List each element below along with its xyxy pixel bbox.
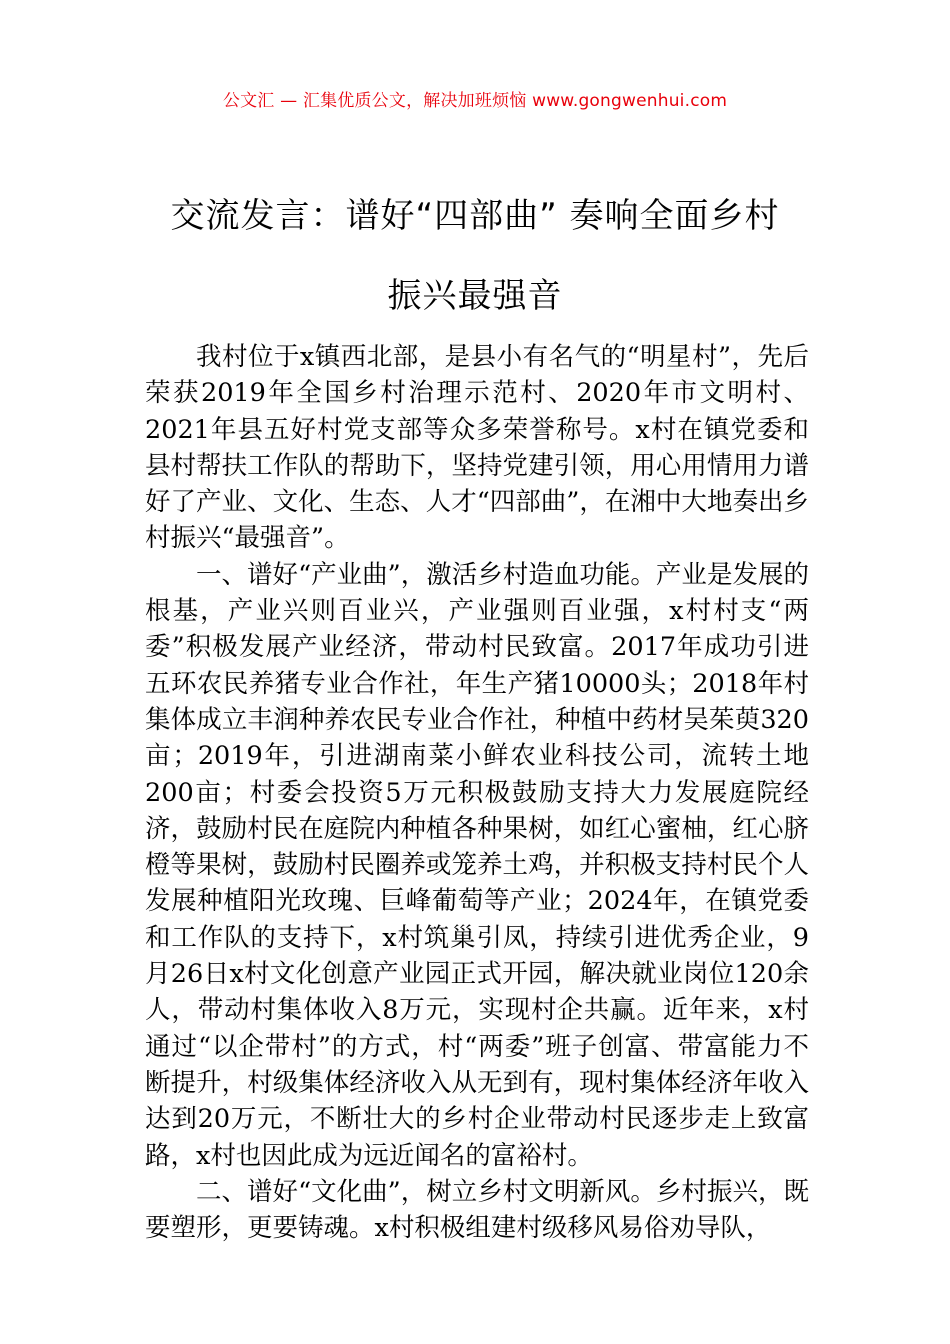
title-line-1: 交流发言：谱好“四部曲” 奏响全面乡村: [170, 196, 780, 236]
document-body: [145, 339, 809, 1246]
paragraph-intro: 我村位于x镇西北部，是县小有名气的“明星村”，先后荣获2019年全国乡村治理示范村、2020年市文明村、2021年县五好村党支部等众多荣誉称号。x村在镇党委和县村帮扶工作队的帮助下，坚持党建引领，用心用情用力谱好了产业、文化、生态、人才“四部曲”，在湘中大地奏出乡村振兴“最强音”。: [145, 342, 809, 554]
document-title: [130, 176, 820, 336]
title-line-2: 振兴最强音: [387, 276, 563, 316]
paragraph-industry: 一、谱好“产业曲”，激活乡村造血功能。产业是发展的根基，产业兴则百业兴，产业强则百业强，x村村支“两委”积极发展产业经济，带动村民致富。2017年成功引进五环农民养猪专业合作社，年生产猪10000头；2018年村集体成立丰润种养农民专业合作社，种植中药材吴茱萸320亩；2019年，引进湖南菜小鲜农业科技公司，流转土地200亩；村委会投资5万元积极鼓励支持大力发展庭院经济，鼓励村民在庭院内种植各种果树，如红心蜜柚，红心脐橙等果树，鼓励村民圈养或笼养土鸡，并积极支持村民个人发展种植阳光玫瑰、巨峰葡萄等产业；2024年，在镇党委和工作队的支持下，x村筑巢引凤，持续引进优秀企业，9月26日x村文化创意产业园正式开园，解决就业岗位120余人，带动村集体收入8万元，实现村企共赢。近年来，x村通过“以企带村”的方式，村“两委”班子创富、带富能力不断提升，村级集体经济收入从无到有，现村集体经济年收入达到20万元，不断壮大的乡村企业带动村民逐步走上致富路，x村也因此成为远近闻名的富裕村。: [145, 559, 809, 1171]
paragraph-culture: 二、谱好“文化曲”，树立乡村文明新风。乡村振兴，既要塑形，更要铸魂。x村积极组建村级移风易俗劝导队，: [145, 1176, 809, 1244]
watermark-header: 公文汇 — 汇集优质公文，解决加班烦恼 www.gongwenhui.com: [222, 91, 728, 111]
